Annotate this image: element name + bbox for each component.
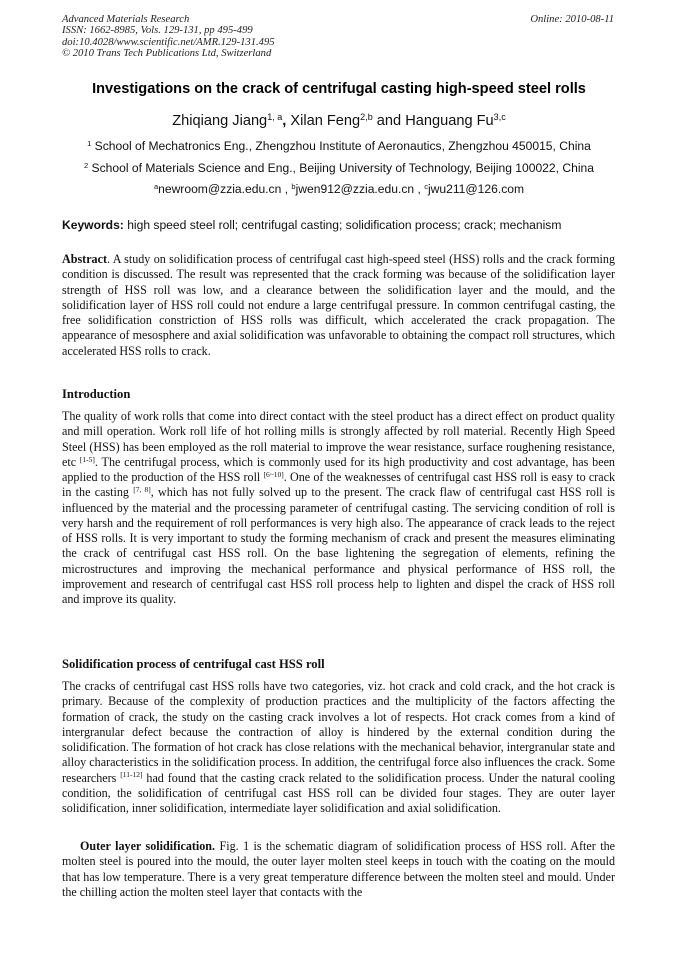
author-emails [0,182,678,196]
introduction-heading: Introduction [62,387,131,401]
email-address: newroom@zzia.edu.cn [158,182,282,196]
keywords-label: Keywords: [62,218,124,232]
email-superscript: b [291,181,296,191]
paragraph-text: The quality of work rolls that come into direct contact with the steel product has a direct effect on product quality and mill operation. Work roll life of hot rolling mills is strongly affected by roll material. Recently High Speed Steel (HSS) has been employed as the roll material to improve the wear resistance, surface roughening resistance, etc [62,409,615,469]
citation: [7, 8] [133,485,151,495]
author-separator: , [282,113,291,129]
paragraph-text: . The centrifugal process, which is commonly used for its high productivity and cost advantage, has been applied to the production of the HSS roll [62,454,615,484]
paragraph-text: , which has not fully solved up to the present. The crack flaw of centrifugal cast HSS roll is influenced by the material and the processing parameter of centrifugal casting. The servicing condition of roll is very harsh and the requirement of roll performances is very high also. The appearance of crack leads to the reject of HSS rolls. It is very important to study the forming mechanism of crack and present the measures eliminating the crack of centrifugal cast HSS roll. On the base lightening the segregation of elements, refining the microstructures and improving the mechanical performance and physical performance of HSS roll, the improvement and research of centrifugal cast HSS roll process help to lighten and dispel the crack of HSS roll and improve its quality. [62,485,616,606]
citation: [11-12] [120,770,143,780]
email-superscript: a [153,181,159,191]
affiliation-text: School of Mechatronics Eng., Zhengzhou Institute of Aeronautics, Zhengzhou 450015, China [91,139,591,153]
affiliation-2 [0,161,678,175]
author-superscript: 3,c [493,112,506,123]
email-superscript: c [424,181,428,191]
citation: [6~10] [263,469,284,479]
affiliation-superscript: 1 [87,138,92,148]
author-separator: and [372,113,406,129]
paragraph-text: Fig. 1 is the schematic diagram of solidification process of HSS roll. After the molten steel is poured into the mould, the outer layer molten steel keeps in touch with the coating on the mould that has low temperature. There is a very great temperature difference between the molten steel and mould. Under the chilling action the molten steel layer that contacts with the [62,839,615,899]
paragraph-text: The cracks of centrifugal cast HSS rolls have two categories, viz. hot crack and cold crack, and the hot crack is primary. Because of the complexity of production practices and the multiplicity of the factors affecting the formation of crack, the study on the casting crack involves a lot of respects. Hot crack comes from a kind of intergranular defect because the contraction of alloy is hindered by the external condition during the solidification. The formation of hot crack has close relations with the mechanical behavior, intergranular state and alloy characteristics in the solidification process. In addition, the centrifugal force also influences the crack. Some researchers [62,679,615,785]
abstract-paragraph [62,252,615,359]
email-separator: , [414,182,425,196]
author-name: Hanguang Fu [405,113,494,129]
online-date: Online: 2010-08-11 [530,14,614,25]
journal-name: Advanced Materials Research [62,14,190,25]
paragraph-text: had found that the casting crack related to the solidification process. Under the natural cooling condition, the solidification of centrifugal cast HSS roll can be divided four stages. They are outer layer solidification, inner solidification, intermediate layer solidification and axial solidification. [62,770,615,815]
author-name: Zhiqiang Jiang [172,113,268,129]
paragraph-text: . One of the weaknesses of centrifugal cast HSS roll is easy to crack in the casting [62,470,615,500]
affiliation-1 [0,139,678,153]
journal-header [62,14,275,60]
issn-line: ISSN: 1662-8985, Vols. 129-131, pp 495-499 [62,25,253,37]
outer-layer-label: Outer layer solidification. [80,839,216,853]
keywords-text: high speed steel roll; centrifugal casting; solidification process; crack; mechanism [123,218,562,232]
author-superscript: 2,b [360,112,373,123]
solidification-heading: Solidification process of centrifugal cast HSS roll [62,657,325,671]
outer-layer-paragraph [62,839,615,900]
author-list [0,113,678,129]
solidification-paragraph [62,679,615,816]
abstract-label: Abstract [62,252,108,266]
author-name: Xilan Feng [290,113,361,129]
paper-title: Investigations on the crack of centrifugal casting high-speed steel rolls [92,81,586,97]
copyright-line: © 2010 Trans Tech Publications Ltd, Switzerland [62,48,272,60]
introduction-paragraph [62,409,615,607]
citation: [1-5] [79,454,95,464]
email-address: jwen912@zzia.edu.cn [295,182,415,196]
affiliation-superscript: 2 [84,160,89,170]
keywords-line [62,218,618,232]
email-separator: , [281,182,292,196]
abstract-text: . A study on solidification process of centrifugal cast high-speed steel (HSS) rolls and the crack forming condition is discussed. The result was represented that the crack forming was because of the solidification layer strength of HSS roll was low, and a clearance between the solidification layer and the mould, and the solidification layer of HSS roll could not endure a large centrifugal pressure. In common centrifugal casting, the free solidification constriction of HSS rolls was difficult, which accelerated the crack propagation. The appearance of mesosphere and axial solidification was unfavorable to obtaining the compact roll structures, which accelerated HSS rolls to crack. [62,252,615,358]
affiliation-text: School of Materials Science and Eng., Beijing University of Technology, Beijing 100022, China [88,161,594,175]
author-superscript: 1, a [267,112,283,123]
doi-line: doi:10.4028/www.scientific.net/AMR.129-131.495 [62,36,275,48]
email-address: jwu211@126.com [427,182,525,196]
